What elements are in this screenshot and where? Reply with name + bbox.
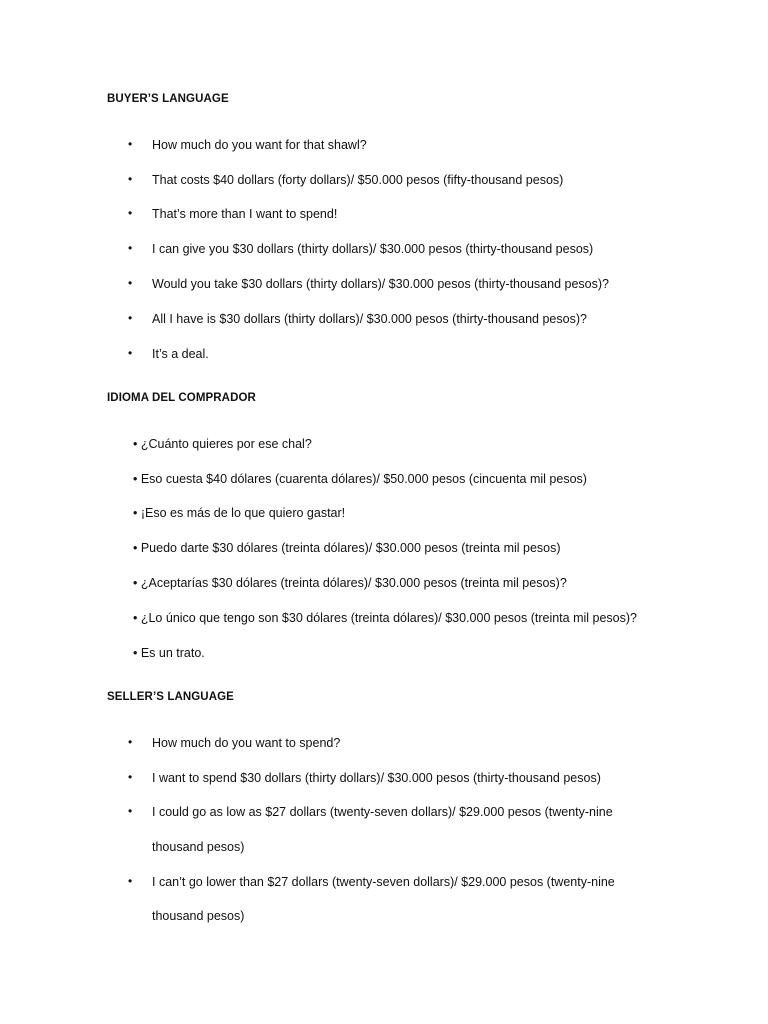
bullet-icon: • <box>128 206 133 220</box>
bullet-icon: • <box>128 172 133 186</box>
comprador-item: • ¿Cuánto quieres por ese chal? <box>133 437 312 451</box>
seller-item-text: I can’t go lower than $27 dollars (twenty-seven dollars)/ $29.000 pesos (twenty-nine <box>152 875 615 889</box>
bullet-icon: • <box>128 311 133 325</box>
comprador-item: • ¿Aceptarías $30 dólares (treinta dólares)/ $30.000 pesos (treinta mil pesos)? <box>133 576 567 590</box>
seller-item-text: I could go as low as $27 dollars (twenty-seven dollars)/ $29.000 pesos (twenty-nine <box>152 805 613 819</box>
comprador-heading: IDIOMA DEL COMPRADOR <box>107 392 256 404</box>
seller-item-text: How much do you want to spend? <box>152 736 341 750</box>
comprador-item: • Es un trato. <box>133 646 205 660</box>
bullet-icon: • <box>128 241 133 255</box>
bullet-icon: • <box>128 346 133 360</box>
comprador-item: • ¡Eso es más de lo que quiero gastar! <box>133 506 346 520</box>
buyer-item-text: All I have is $30 dollars (thirty dollars)/ $30.000 pesos (thirty-thousand pesos)? <box>152 312 587 326</box>
comprador-item: • ¿Lo único que tengo son $30 dólares (treinta dólares)/ $30.000 pesos (treinta mil pesos)? <box>133 611 637 625</box>
bullet-icon: • <box>128 137 133 151</box>
seller-heading: SELLER’S LANGUAGE <box>107 691 234 703</box>
bullet-icon: • <box>128 735 133 749</box>
bullet-icon: • <box>128 276 133 290</box>
buyer-item-text: I can give you $30 dollars (thirty dollars)/ $30.000 pesos (thirty-thousand pesos) <box>152 242 594 256</box>
bullet-icon: • <box>128 804 133 818</box>
buyer-item-text: It’s a deal. <box>152 347 209 361</box>
bullet-icon: • <box>128 770 133 784</box>
seller-item-text: thousand pesos) <box>152 909 245 923</box>
comprador-item: • Eso cuesta $40 dólares (cuarenta dólares)/ $50.000 pesos (cincuenta mil pesos) <box>133 472 587 486</box>
buyer-item-text: That costs $40 dollars (forty dollars)/ $50.000 pesos (fifty-thousand pesos) <box>152 173 564 187</box>
comprador-item: • Puedo darte $30 dólares (treinta dólares)/ $30.000 pesos (treinta mil pesos) <box>133 541 561 555</box>
buyer-heading: BUYER’S LANGUAGE <box>107 93 229 105</box>
seller-item-text: I want to spend $30 dollars (thirty dollars)/ $30.000 pesos (thirty-thousand pesos) <box>152 771 601 785</box>
seller-item-text: thousand pesos) <box>152 840 245 854</box>
bullet-icon: • <box>128 874 133 888</box>
buyer-item-text: That’s more than I want to spend! <box>152 207 338 221</box>
buyer-item-text: Would you take $30 dollars (thirty dollars)/ $30.000 pesos (thirty-thousand pesos)? <box>152 277 609 291</box>
buyer-item-text: How much do you want for that shawl? <box>152 138 367 152</box>
